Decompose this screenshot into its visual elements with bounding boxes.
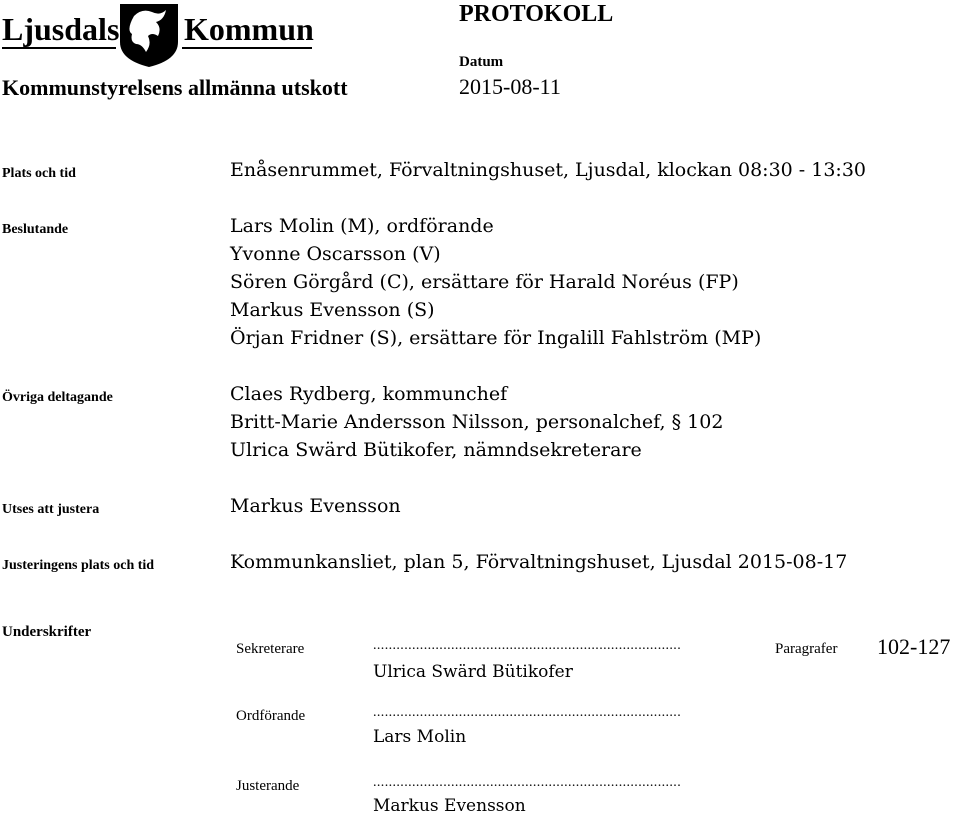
signatures-label: Underskrifter bbox=[2, 624, 92, 640]
adjuster-label: Utses att justera bbox=[2, 502, 100, 517]
adjuster-signature-line: ............................................................................... bbox=[373, 775, 682, 790]
adjust-place-time-label: Justeringens plats och tid bbox=[2, 558, 155, 573]
chair-signature-line: ............................................................................... bbox=[373, 705, 682, 720]
adjuster-name: Markus Evensson bbox=[373, 796, 526, 816]
adjuster-value: Markus Evensson bbox=[230, 495, 401, 517]
deciding-member: Yvonne Oscarsson (V) bbox=[230, 243, 441, 265]
adjuster-role: Justerande bbox=[236, 778, 300, 794]
deciding-member: Sören Görgård (C), ersättare för Harald Noréus (FP) bbox=[230, 271, 739, 293]
section-number: 102 bbox=[687, 411, 724, 433]
document-type: PROTOKOLL bbox=[459, 1, 614, 27]
other-participant: Ulrica Swärd Bütikofer, nämndsekreterare bbox=[230, 439, 642, 461]
secretary-name: Ulrica Swärd Bütikofer bbox=[373, 662, 573, 682]
logo-text-left: Ljusdals bbox=[2, 11, 120, 47]
logo-text-right: Kommun bbox=[184, 11, 314, 47]
committee-name: Kommunstyrelsens allmänna utskott bbox=[2, 75, 348, 100]
adjust-place-time-value: Kommunkansliet, plan 5, Förvaltningshuset, Ljusdal 2015-08-17 bbox=[230, 551, 848, 573]
municipality-logo bbox=[2, 2, 314, 68]
coat-of-arms-icon bbox=[120, 4, 178, 67]
other-participants-label: Övriga deltagande bbox=[2, 390, 113, 405]
paragraphs-label: Paragrafer bbox=[775, 641, 838, 657]
other-participant bbox=[230, 408, 723, 436]
chair-name: Lars Molin bbox=[373, 727, 467, 747]
place-time-label: Plats och tid bbox=[2, 166, 76, 181]
chair-role: Ordförande bbox=[236, 708, 306, 724]
deciding-member: Örjan Fridner (S), ersättare för Ingalill Fahlström (MP) bbox=[230, 327, 762, 349]
section-sign: § bbox=[671, 411, 682, 433]
paragraphs-value: 102-127 bbox=[877, 634, 951, 659]
secretary-signature-line: ............................................................................... bbox=[373, 638, 682, 653]
date-label: Datum bbox=[459, 54, 504, 70]
logo-graphic bbox=[2, 2, 314, 68]
place-time-value: Enåsenrummet, Förvaltningshuset, Ljusdal, klockan 08:30 - 13:30 bbox=[230, 159, 866, 181]
deciding-label: Beslutande bbox=[2, 222, 69, 237]
deciding-member: Markus Evensson (S) bbox=[230, 299, 435, 321]
secretary-role: Sekreterare bbox=[236, 641, 305, 657]
participant-text: Britt-Marie Andersson Nilsson, personalchef, bbox=[230, 411, 666, 433]
date-value: 2015-08-11 bbox=[459, 74, 561, 99]
deciding-member: Lars Molin (M), ordförande bbox=[230, 215, 494, 237]
other-participant: Claes Rydberg, kommunchef bbox=[230, 383, 508, 405]
